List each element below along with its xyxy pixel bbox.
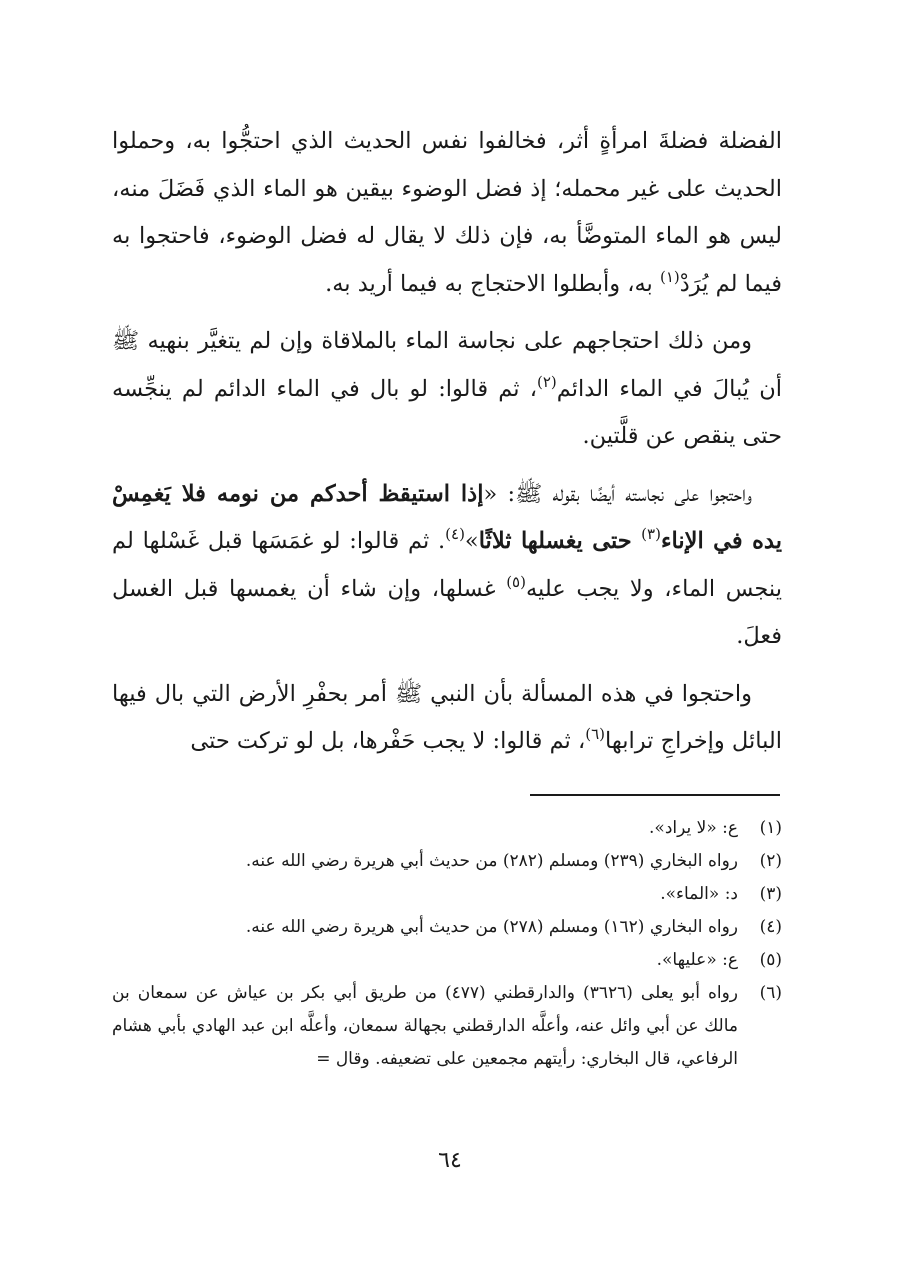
footnote-text: رواه البخاري (١٦٢) ومسلم (٢٧٨) من حديث أبي هريرة رضي الله عنه. bbox=[245, 917, 738, 937]
footnote-number: (٥) bbox=[759, 950, 782, 970]
paragraph-3 bbox=[112, 471, 782, 661]
footnote-number: (٢) bbox=[759, 851, 782, 871]
paragraph-text: غسلها، وإن شاء أن يغمسها قبل الغسل فعلَ. bbox=[112, 575, 782, 649]
footnote-divider bbox=[530, 794, 780, 796]
paragraph-1 bbox=[112, 118, 782, 308]
footnote-number: (٣) bbox=[759, 884, 782, 904]
footnote-text: رواه أبو يعلى (٣٦٢٦) والدارقطني (٤٧٧) من طريق أبي بكر بن عياش عن سمعان بن مالك عن أبي وائل عنه، وأعلَّه الدارقطني بجهالة سمعان، وأعلَّه ابن عبد الهادي بأبي هشام الرفاعي، قال البخاري: رأيتهم مجمعين على تضعيفه. وقال = bbox=[112, 983, 739, 1069]
paragraph-2 bbox=[112, 318, 782, 461]
footnote-ref: (٤) bbox=[445, 525, 465, 543]
footnote-text: ع: «لا يراد». bbox=[649, 818, 738, 838]
footnote-6 bbox=[112, 977, 782, 1076]
footnote-5 bbox=[112, 944, 782, 977]
footnote-2 bbox=[112, 845, 782, 878]
paragraph-text: الفضلة فضلةَ امرأةٍ أثر، فخالفوا نفس الحديث الذي احتجُّوا به، وحملوا الحديث على غير محمله؛ إذ فضل الوضوء بيقين هو الماء الذي فَضَلَ منه، ليس هو الماء المتوضَّأ به، فإن ذلك لا يقال له فضل الوضوء، فاحتجوا به فيما لم يُرَدْ bbox=[112, 128, 782, 297]
paragraph-4 bbox=[112, 671, 782, 766]
paragraph-text: . ثم قالوا: لو غمَسَها قبل غَسْلها لم ينجس الماء، ولا يجب عليه bbox=[112, 528, 782, 602]
paragraph-text: » bbox=[464, 528, 479, 554]
footnote-text: د: «الماء». bbox=[660, 884, 738, 904]
footnote-number: (١) bbox=[759, 818, 782, 838]
footnote-text: رواه البخاري (٢٣٩) ومسلم (٢٨٢) من حديث أبي هريرة رضي الله عنه. bbox=[245, 851, 738, 871]
footnotes bbox=[112, 812, 782, 1076]
footnote-number: (٦) bbox=[759, 983, 782, 1003]
footnote-ref: (٦) bbox=[585, 725, 605, 743]
footnote-ref: (٣) bbox=[641, 525, 661, 543]
footnote-text: ع: «عليها». bbox=[656, 950, 738, 970]
paragraph-text: ، ثم قالوا: لا يجب حَفْرها، بل لو تركت حتى bbox=[190, 728, 586, 754]
footnote-ref: (٢) bbox=[537, 372, 557, 391]
paragraph-text: ومن ذلك احتجاجهم على نجاسة الماء بالملاقاة وإن لم يتغيَّر بنهيه ﷺ أن يُبالَ في الماء الدائم bbox=[112, 328, 782, 402]
page-number: ٦٤ bbox=[438, 1148, 462, 1173]
footnote-ref: (٥) bbox=[506, 572, 526, 591]
footnote-3 bbox=[112, 878, 782, 911]
paragraph-text: ، ثم قالوا: لو بال في الماء الدائم لم ينجِّسه حتى ينقص عن قلَّتين. bbox=[112, 375, 782, 449]
paragraph-text: واحتجوا على نجاسته أيضًا بقوله ﷺ: « bbox=[483, 480, 752, 507]
footnote-number: (٤) bbox=[759, 917, 782, 937]
paragraph-text: واحتجوا في هذه المسألة بأن النبي ﷺ أمر بحفْرِ الأرض التي بال فيها البائل وإخراجِ ترابها bbox=[112, 680, 782, 754]
footnote-4 bbox=[112, 911, 782, 944]
paragraph-text: به، وأبطلوا الاحتجاج به فيما أريد به. bbox=[325, 270, 660, 297]
footnote-ref: (١) bbox=[659, 267, 680, 286]
hadith-quote: حتى يغسلها ثلاثًا bbox=[478, 528, 642, 554]
hadith-quote: إذا استيقظ أحدكم من نومه فلا يَغمِسْ يده في الإناء bbox=[112, 480, 782, 554]
main-text bbox=[112, 118, 782, 776]
footnote-1 bbox=[112, 812, 782, 845]
